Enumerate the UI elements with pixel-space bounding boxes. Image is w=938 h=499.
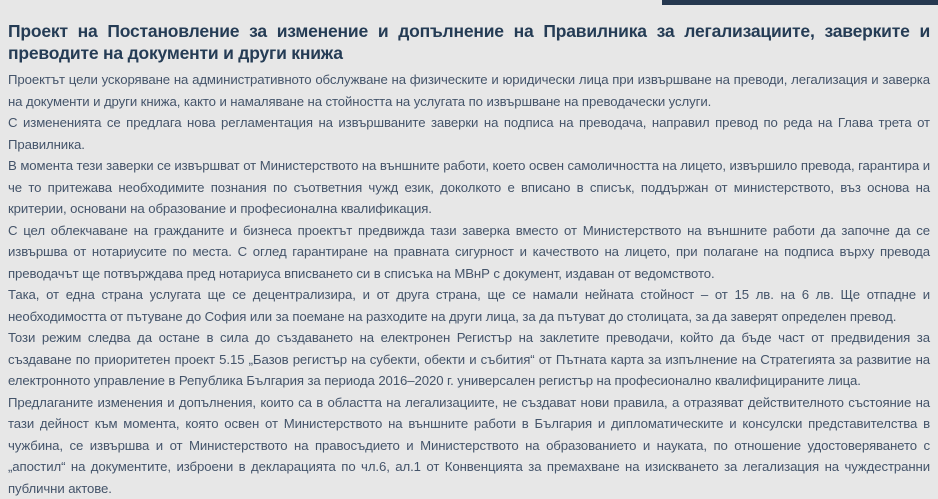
paragraph: С измененията се предлага нова регламентация на извършваните заверки на подписа на преводача, направил превод по реда на Глава трета от Правилника. [8,112,930,155]
document-body [8,69,930,499]
paragraph: С цел облекчаване на гражданите и бизнеса проектът предвижда тази заверка вместо от Министерството на външните работи да започне да се извършва от нотариусите по места. С оглед гарантиране на правната сигурност и качеството на лицето, при полагане на подписа върху превода преводачът ще потвърждава пред нотариуса вписването си в списъка на МВнР с документ, издаван от ведомството. [8,220,930,285]
page-title: Проект на Постановление за изменение и допълнение на Правилника за легализациите, заверките и преводите на документи и други книжа [8,20,930,64]
top-accent-bar [662,0,938,5]
paragraph: В момента тези заверки се извършват от Министерството на външните работи, което освен самоличността на лицето, извършило превода, гарантира и че то притежава необходимите познания по съответния чужд език, доколкото е вписано в списък, поддържан от министерството, въз основа на критерии, основани на образование и професионална квалификация. [8,155,930,220]
paragraph: Проектът цели ускоряване на административното обслужване на физическите и юридически лица при извършване на преводи, легализация и заверка на документи и други книжа, както и намаляване на стойността на услугата по извършване на преводачески услуги. [8,69,930,112]
paragraph: Предлаганите изменения и допълнения, които са в областта на легализациите, не създават нови правила, а отразяват действителното състояние на тази дейност към момента, която освен от Министерството на външните работи в България и дипломатическите и консулски представителства в чужбина, се извършва и от Министерството на правосъдието и Министерството на образованието и науката, по отношение удостоверяването с „апостил“ на документите, изброени в декларацията по чл.6, ал.1 от Конвенцията за премахване на изискването за легализация на чуждестранни публични актове. [8,392,930,499]
paragraph: Така, от една страна услугата ще се децентрализира, и от друга страна, ще се намали нейната стойност – от 15 лв. на 6 лв. Ще отпадне и необходимостта от пътуване до София или за поемане на разходите на други лица, за да пътуват до столицата, за да заверят определен превод. [8,284,930,327]
paragraph: Този режим следва да остане в сила до създаването на електронен Регистър на заклетите преводачи, който да бъде част от предвидения за създаване по приоритетен проект 5.15 „Базов регистър на субекти, обекти и събития“ от Пътната карта за изпълнение на Стратегията за развитие на електронното управление в Република България за периода 2016–2020 г. универсален регистър на професионално квалифицираните лица. [8,327,930,392]
